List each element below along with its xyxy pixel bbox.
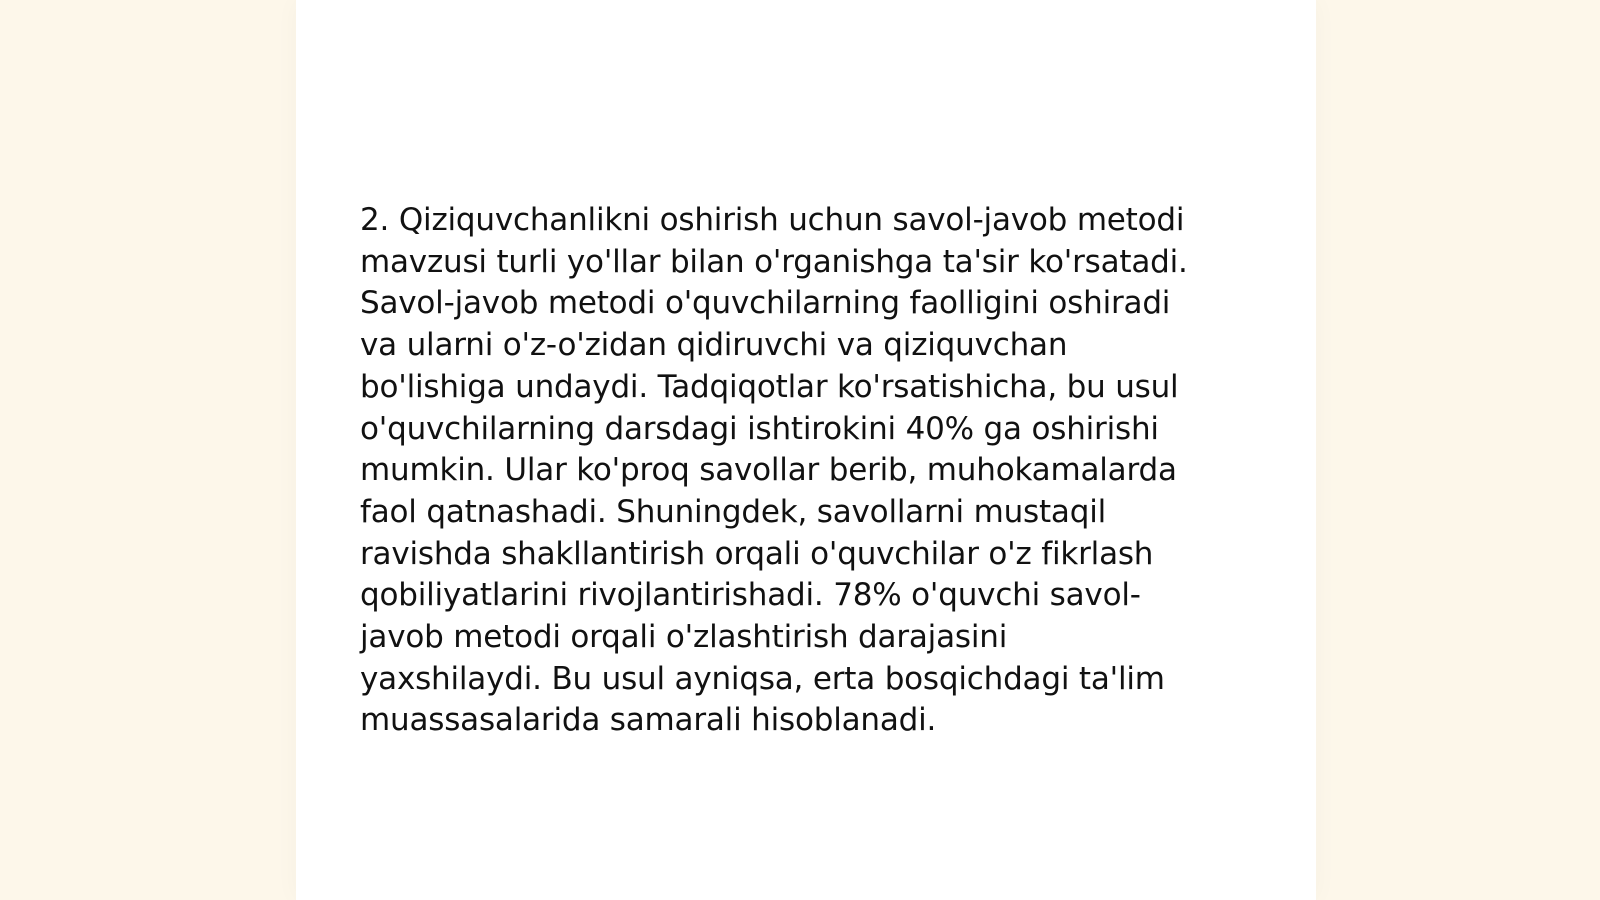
paragraph-line: va ularni o'z-o'zidan qidiruvchi va qiziquvchan [360, 327, 1068, 364]
paragraph-line: 2. Qiziquvchanlikni oshirish uchun savol-javob metodi [360, 202, 1185, 238]
paragraph-line: javob metodi orqali o'zlashtirish darajasini [360, 619, 1008, 656]
paragraph-line: mavzusi turli yo'llar bilan o'rganishga ta'sir ko'rsatadi. [360, 243, 1188, 280]
paragraph-line: yaxshilaydi. Bu usul ayniqsa, erta bosqichdagi ta'lim [360, 660, 1165, 697]
paragraph-line: muassasalarida samarali hisoblanadi. [360, 702, 937, 739]
paragraph-line: Savol-javob metodi o'quvchilarning faolligini oshiradi [360, 285, 1171, 322]
slide-page [296, 0, 1316, 900]
paragraph-line: bo'lishiga undaydi. Tadqiqotlar ko'rsatishicha, bu usul [360, 368, 1179, 405]
body-paragraph [360, 200, 1250, 742]
paragraph-line: ravishda shakllantirish orqali o'quvchilar o'z fikrlash [360, 535, 1154, 572]
paragraph-line: qobiliyatlarini rivojlantirishadi. 78% o'quvchi savol- [360, 577, 1141, 614]
paragraph-line: faol qatnashadi. Shuningdek, savollarni mustaqil [360, 493, 1107, 530]
paragraph-line: o'quvchilarning darsdagi ishtirokini 40% ga oshirishi [360, 410, 1159, 447]
paragraph-line: mumkin. Ular ko'proq savollar berib, muhokamalarda [360, 452, 1177, 489]
